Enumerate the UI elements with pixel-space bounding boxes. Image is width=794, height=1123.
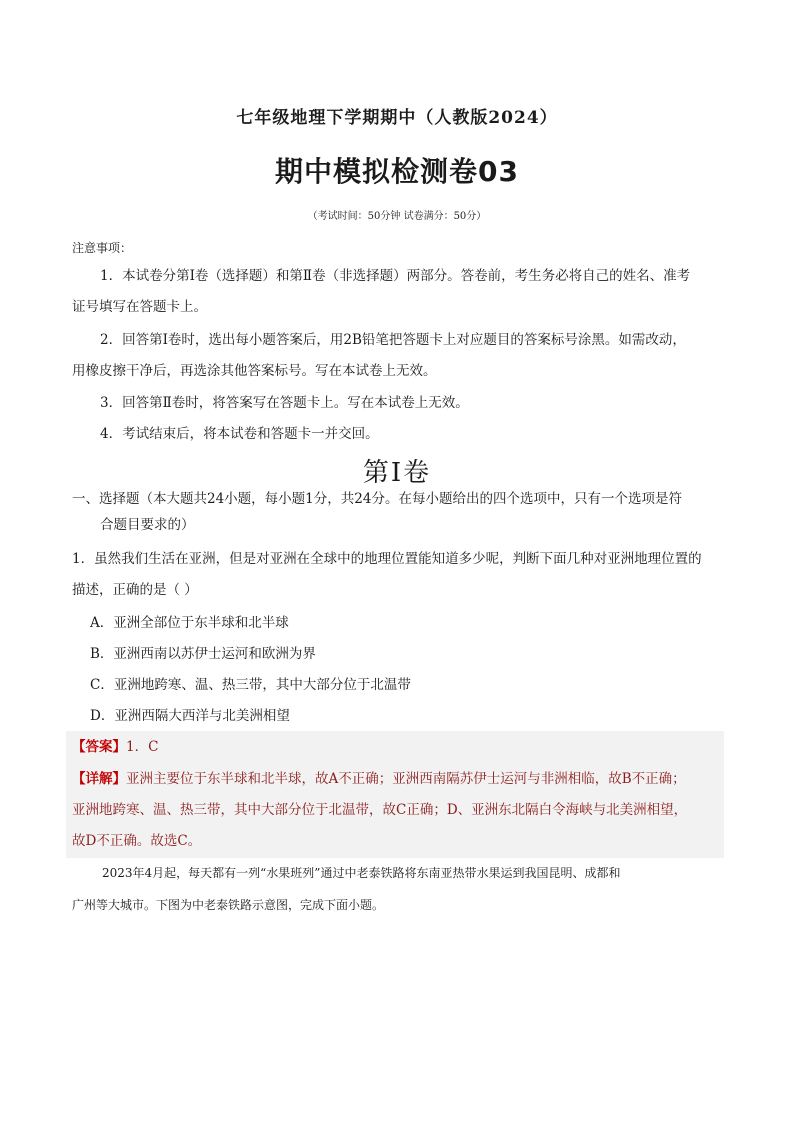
notice-item: 3．回答第Ⅱ卷时，将答案写在答题卡上。写在本试卷上无效。 [100,395,469,411]
passage-text: 广州等大城市。下图为中老泰铁路示意图，完成下面小题。 [72,898,385,912]
exam-info: （考试时间：50分钟 试卷满分：50分） [307,211,487,222]
detail-text: 故D不正确。故选C。 [72,833,202,849]
notice-item: 4．考试结束后，将本试卷和答题卡一并交回。 [100,426,379,442]
passage-text: 2023年4月起，每天都有一列“水果班列”通过中老泰铁路将东南亚热带水果运到我国昆明、成都和 [102,866,621,880]
exam-subtitle: 七年级地理下学期期中（人教版2024） [236,108,558,128]
question-stem-cont: 描述，正确的是（ ） [72,582,198,598]
detail-text: 亚洲主要位于东半球和北半球，故A不正确；亚洲西南隔苏伊士运河与非洲相临，故B不正确； [126,771,686,787]
notice-title: 注意事项： [72,241,133,255]
option-c: C．亚洲地跨寒、温、热三带，其中大部分位于北温带 [90,677,411,693]
detail-text: 亚洲地跨寒、温、热三带，其中大部分位于北温带，故C正确；D、亚洲东北隔白令海峡与北美洲相望， [72,802,688,818]
detail-line [72,769,686,789]
option-b: B．亚洲西南以苏伊士运河和欧洲为界 [90,646,316,662]
option-a: A．亚洲全部位于东半球和北半球 [90,615,289,631]
answer-line [72,737,158,757]
notice-item: 1．本试卷分第Ⅰ卷（选择题）和第Ⅱ卷（非选择题）两部分。答卷前，考生务必将自己的姓名、准考 [100,268,691,284]
answer-tag: 【答案】 [72,739,126,755]
question-stem: 1．虽然我们生活在亚洲，但是对亚洲在全球中的地理位置能知道多少呢，判断下面几种对亚洲地理位置的 [72,551,702,567]
section-title-cont: 合题目要求的） [100,517,195,533]
section-title: 一、选择题（本大题共24小题，每小题1分，共24分。在每小题给出的四个选项中，只有一个选项是符 [72,491,682,507]
option-d: D．亚洲西隔大西洋与北美洲相望 [90,708,290,724]
notice-item: 用橡皮擦干净后，再选涂其他答案标号。写在本试卷上无效。 [72,363,437,379]
detail-tag: 【详解】 [72,771,126,787]
notice-item: 2．回答第Ⅰ卷时，选出每小题答案后，用2B铅笔把答题卡上对应题目的答案标号涂黑。如需改动， [100,332,686,348]
volume-title: 第Ⅰ卷 [362,458,432,488]
answer-value: 1．C [126,739,159,755]
notice-item: 证号填写在答题卡上。 [72,299,207,315]
exam-title: 期中模拟检测卷03 [275,155,519,188]
